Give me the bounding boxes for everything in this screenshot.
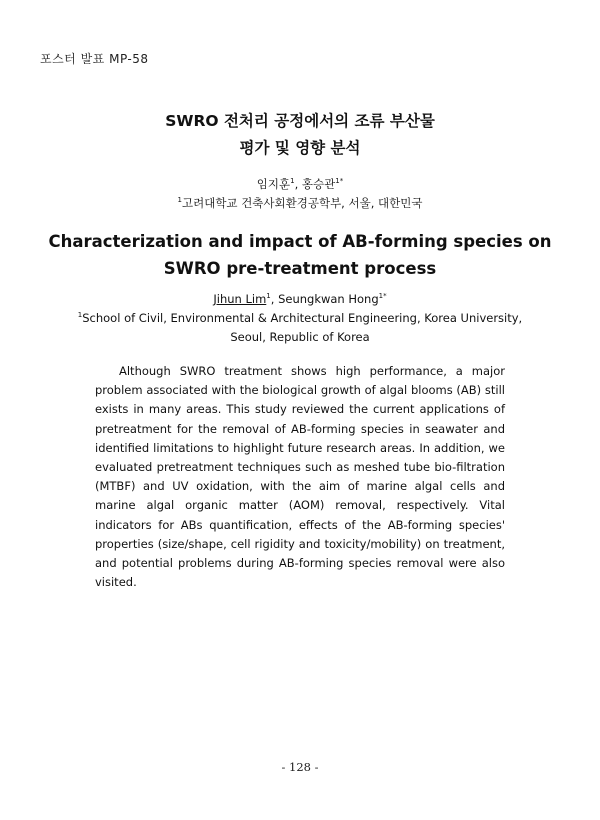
page-number: - 128 - <box>281 760 319 774</box>
english-affiliation-text: School of Civil, Environmental & Architectural Engineering, Korea University, <box>82 311 523 325</box>
korean-affiliation-text: 고려대학교 건축사회환경공학부, 서울, 대한민국 <box>182 196 423 210</box>
korean-author-separator: , <box>294 177 302 191</box>
english-title-line1: Characterization and impact of AB-forming species on <box>48 232 552 251</box>
korean-title-line1: SWRO 전처리 공정에서의 조류 부산물 <box>165 112 435 130</box>
english-authors-block <box>0 290 600 347</box>
korean-authors-block <box>0 175 600 213</box>
english-affiliation-line2: Seoul, Republic of Korea <box>230 330 370 344</box>
korean-authors <box>0 175 600 194</box>
korean-affiliation <box>0 194 600 213</box>
english-title-line2: SWRO pre-treatment process <box>163 259 437 278</box>
english-affiliation-sup: 1 <box>77 311 83 320</box>
english-author-2: Seungkwan Hong <box>278 292 379 306</box>
abstract-text: Although SWRO treatment shows high performance, a major problem associated with the biological growth of algal blooms (AB) still exists in many areas. This study reviewed the current applications of pretreatment for the removal of AB-forming species in seawater and identified limitations to highlight future research areas. In addition, we evaluated pretreatment techniques such as meshed tube bio-filtration (MTBF) and UV oxidation, with the aim of marine algal cells and marine algal organic matter (AOM) removal, respectively. Vital indicators for ABs quantification, effects of the AB-forming species' properties (size/shape, cell rigidity and toxicity/mobility) on treatment, and potential problems during AB-forming species removal were also visited. <box>95 364 505 590</box>
english-author-1: Jihun Lim <box>213 292 267 306</box>
korean-title <box>0 108 600 162</box>
korean-author-1-sup: 1 <box>290 177 295 186</box>
korean-author-2: 홍승관 <box>301 177 336 191</box>
english-affiliation-line1 <box>0 309 600 328</box>
session-label: 포스터 발표 MP-58 <box>40 52 149 66</box>
korean-title-line2: 평가 및 영향 분석 <box>239 139 361 157</box>
english-authors <box>0 290 600 309</box>
english-author-separator: , <box>270 292 279 306</box>
english-title <box>0 228 600 282</box>
korean-affiliation-sup: 1 <box>177 196 182 205</box>
english-author-1-sup: 1 <box>266 292 271 301</box>
korean-author-2-sup: 1* <box>335 177 344 186</box>
korean-author-1: 임지훈 <box>256 177 291 191</box>
english-author-2-sup: 1* <box>378 292 387 301</box>
